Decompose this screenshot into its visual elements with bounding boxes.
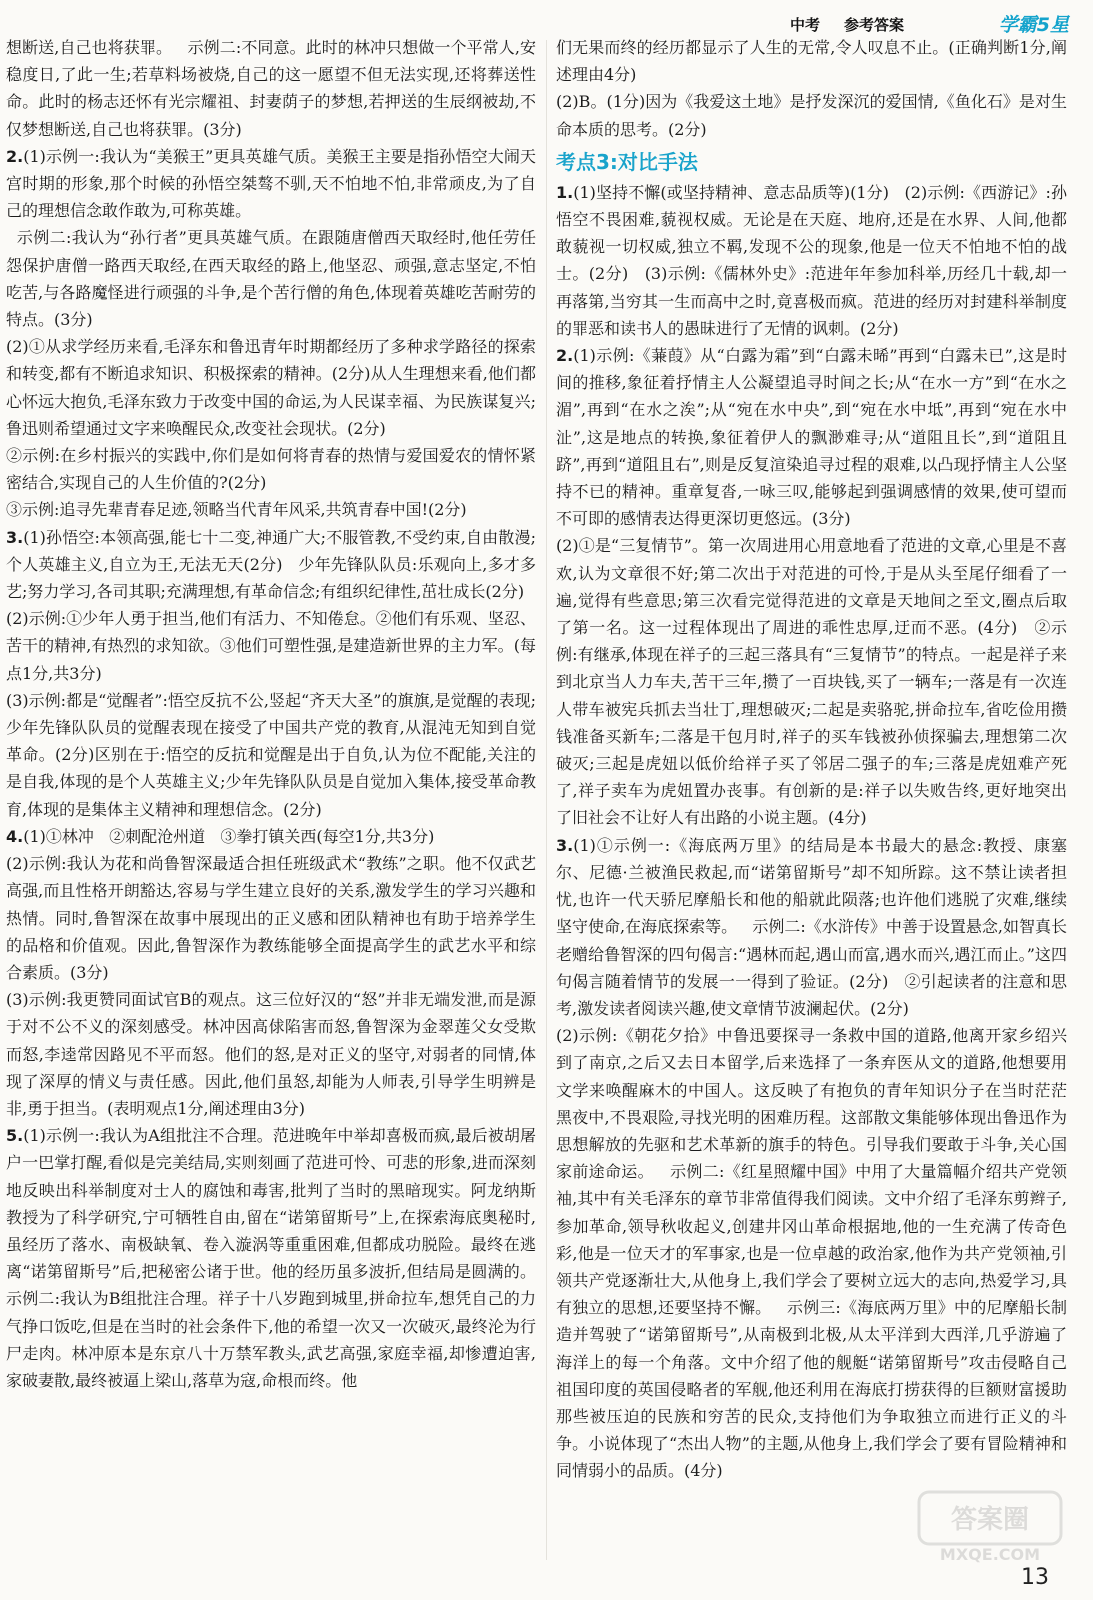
answer-text: (2)①从求学经历来看,毛泽东和鲁迅青年时期都经历了多种求学路径的探索和转变,都有不断追求知识、积极探索的精神。(2分)从人生理想来看,他们都心怀远大抱负,毛泽东致力于改变中国的命运,为人民谋幸福、为民族谋复兴;鲁迅则希望通过文字来唤醒民众,改变社会现状。(2分): [6, 337, 536, 438]
answer-paragraph: [6, 143, 536, 225]
answer-text: (1)示例一:我认为“美猴王”更具英雄气质。美猴王主要是指孙悟空大闹天宫时期的形象,那个时候的孙悟空桀骜不驯,天不怕地不怕,非常顽皮,为了自己的理想信念敢作敢为,可称英雄。: [6, 146, 536, 221]
answer-paragraph: [6, 986, 536, 1122]
answer-paragraph: [556, 88, 1067, 142]
answer-paragraph: [6, 496, 536, 523]
question-number: 2.: [6, 146, 24, 166]
answer-text: (1)示例:《蒹葭》从“白露为霜”到“白露未晞”再到“白露未已”,这是时间的推移,象征着抒情主人公凝望追寻时间之长;从“在水一方”到“在水之湄”,再到“在水之涘”;从“宛在水中央”,到“宛在水中坻”,再到“宛在水中沚”,这是地点的转换,象征着伊人的飘渺难寻;从“道阻且长”,到“道阻且跻”,再到“道阻且右”,则是反复渲染追寻过程的艰难,以凸现抒情主人公坚持不已的精神。重章复沓,一咏三叹,能够起到强调感情的效果,使可望而不可即的感情表达得更深切更悠远。(3分): [556, 346, 1067, 529]
section-label: 参考答案: [844, 16, 905, 34]
answer-text: (1)示例一:我认为A组批注不合理。范进晚年中举却喜极而疯,最后被胡屠户一巴掌打醒,看似是完美结局,实则刻画了范进可怜、可悲的形象,进而深刻地反映出科举制度对士人的腐蚀和毒害,批判了当时的黑暗现实。阿龙纳斯教授为了科学研究,宁可牺牲自由,留在“诺第留斯号”上,在探索海底奥秘时,虽经历了落水、南极缺氧、卷入漩涡等重重困难,但都成功脱险。最终在逃离“诺第留斯号”后,把秘密公诸于世。他的经历虽多波折,但结局是圆满的。 示例二:我认为B组批注合理。祥子十八岁跑到城里,拼命拉车,想凭自己的力气挣口饭吃,但是在当时的社会条件下,他的希望一次又一次破灭,最终沦为行尸走肉。林冲原本是东京八十万禁军教头,武艺高强,家庭幸福,却惨遭迫害,家破妻散,最终被逼上梁山,落草为寇,命根而终。他: [6, 1126, 552, 1390]
svg-text:MXQE.COM: MXQE.COM: [939, 1545, 1041, 1564]
answer-text: (3)示例:我更赞同面试官B的观点。这三位好汉的“怒”并非无端发泄,而是源于对不公不义的深刻感受。林冲因高俅陷害而怒,鲁智深为金翠莲父女受欺而怒,李逵常因路见不平而怒。他们的怒,是对正义的坚守,对弱者的同情,体现了深厚的情义与责任感。因此,他们虽怒,却能为人师表,引导学生明辨是非,勇于担当。(表明观点1分,阐述理由3分): [6, 990, 536, 1118]
exam-label: 中考: [790, 16, 821, 34]
answer-paragraph: [6, 224, 536, 333]
answer-text: (2)①是“三复情节”。第一次周进用心用意地看了范进的文章,心里是不喜欢,认为文章很不好;第二次出于对范进的可怜,于是从头至尾仔细看了一遍,觉得有些意思;第三次看完觉得范进的文章是天地间之至文,圈点后取了第一名。这一过程体现出了周进的乖性忠厚,迂而不恶。(4分) ②示例:有继承,体现在祥子的三起三落具有“三复情节”的特点。一起是祥子来到北京当人力车夫,苦干三年,攒了一百块钱,买了一辆车;一落是有一次连人带车被宪兵抓去当壮丁,理想破灭;二起是卖骆驼,拼命拉车,省吃俭用攒钱准备买新车;二落是干包月时,祥子的买车钱被孙侦探骗去,理想第二次破灭;三起是虎妞以低价给祥子买了邻居二强子的车;三落是虎妞难产死了,祥子卖车为虎妞置办丧事。有创新的是:祥子以失败告终,更好地突出了旧社会不让好人有出路的小说主题。(4分): [556, 536, 1067, 828]
answer-text: (2)示例:我认为花和尚鲁智深最适合担任班级武术“教练”之职。他不仅武艺高强,而且性格开朗豁达,容易与学生建立良好的关系,激发学生的学习兴趣和热情。同时,鲁智深在故事中展现出的正义感和团队精神也有助于培养学生的品格和价值观。因此,鲁智深作为教练能够全面提高学生的武艺水平和综合素质。(3分): [6, 854, 536, 982]
question-number: 1.: [556, 182, 574, 202]
answer-paragraph: [556, 832, 1067, 1022]
answer-text: (1)坚持不懈(或坚持精神、意志品质等)(1分) (2)示例:《西游记》:孙悟空不畏困难,藐视权威。无论是在天庭、地府,还是在水界、人间,他都敢藐视一切权威,独立不羁,发现不公的现象,他是一位天不怕地不怕的战士。(2分) (3)示例:《儒林外史》:范进年年参加科举,历经几十载,却一再落第,当穷其一生而高中之时,竟喜极而疯。范进的经历对封建科举制度的罪恶和读书人的愚昧进行了无情的讽刺。(2分): [556, 182, 1067, 338]
watermark-stamp: [915, 1486, 1065, 1566]
answer-paragraph: [556, 532, 1067, 831]
answer-text: (2)示例:①少年人勇于担当,他们有活力、不知倦怠。②他们有乐观、坚忍、苦干的精神,有热烈的求知欲。③他们可塑性强,是建造新世界的主力军。(每点1分,共3分): [6, 609, 536, 683]
left-column: [6, 34, 552, 1570]
column-divider: [546, 40, 547, 1560]
answer-paragraph: [6, 524, 536, 606]
question-number: 3.: [6, 527, 24, 547]
answer-paragraph: [6, 1122, 552, 1394]
answer-paragraph: [6, 687, 536, 823]
question-number: 5.: [6, 1126, 24, 1146]
question-number: 2.: [556, 346, 574, 366]
answer-paragraph: [556, 342, 1067, 532]
answer-text: (1)孙悟空:本领高强,能七十二变,神通广大;不服管教,不受约束,自由散漫;个人英雄主义,自立为王,无法无天(2分) 少年先锋队队员:乐观向上,多才多艺;努力学习,各司其职;充满理想,有革命信念;有组织纪律性,茁壮成长(2分): [6, 527, 536, 602]
answer-paragraph: [6, 333, 536, 442]
brand-logo: 学霸5星: [998, 14, 1069, 36]
answer-text: ②示例:在乡村振兴的实践中,你们是如何将青春的热情与爱国爱农的情怀紧密结合,实现自己的人生价值的?(2分): [6, 446, 536, 493]
answer-text: 想断送,自己也将获罪。 示例二:不同意。此时的林冲只想做一个平常人,安稳度日,了此一生;若草料场被烧,自己的这一愿望不但无法实现,还将葬送性命。此时的杨志还怀有光宗耀祖、封妻荫子的梦想,若押送的生辰纲被劫,不仅梦想断送,自己也将获罪。(3分): [6, 38, 536, 139]
answer-text: (1)①林冲 ②刺配沧州道 ③拳打镇关西(每空1分,共3分): [23, 826, 435, 846]
answer-paragraph: [6, 442, 536, 496]
answer-paragraph: [556, 1022, 1067, 1484]
question-number: 3.: [556, 835, 574, 855]
svg-text:答案圈: 答案圈: [950, 1505, 1030, 1535]
answer-text: (3)示例:都是“觉醒者”:悟空反抗不公,竖起“齐天大圣”的旗旗,是觉醒的表现;少年先锋队队员的觉醒表现在接受了中国共产党的教育,从混沌无知到自觉革命。(2分)区别在于:悟空的反抗和觉醒是出于自负,认为位不配能,关注的是自我,体现的是个人英雄主义;少年先锋队队员是自觉加入集体,接受革命教育,体现的是集体主义精神和理想信念。(2分): [6, 690, 536, 819]
answer-text: (2)B。(1分)因为《我爱这土地》是抒发深沉的爱国情,《鱼化石》是对生命本质的思考。(2分): [556, 92, 1067, 139]
section-title: 考点3:对比手法: [556, 149, 698, 174]
question-number: 4.: [6, 826, 24, 846]
answer-paragraph: [6, 823, 536, 850]
answer-paragraph: [6, 850, 536, 986]
answer-text: ③示例:追寻先辈青春足迹,领略当代青年风采,共筑青春中国!(2分): [6, 500, 467, 520]
answer-paragraph: [6, 605, 536, 687]
answer-paragraph: [6, 34, 536, 143]
right-column: [556, 34, 1067, 1570]
answer-text: 们无果而终的经历都显示了人生的无常,令人叹息不止。(正确判断1分,阐述理由4分): [556, 38, 1067, 85]
answer-paragraph: [556, 179, 1067, 342]
answer-paragraph: [556, 34, 1067, 88]
answer-text: (1)①示例一:《海底两万里》的结局是本书最大的悬念:教授、康塞尔、尼德·兰被渔民救起,而“诺第留斯号”却不知所踪。这不禁让读者担忧,也许一代天骄尼摩船长和他的船就此陨落;也许他们逃脱了灾难,继续坚守使命,在海底探索等。 示例二:《水浒传》中善于设置悬念,如智真长老赠给鲁智深的四句偈言:“遇林而起,遇山而富,遇水而兴,遇江而止。”这四句偈言随着情节的发展一一得到了验证。(2分) ②引起读者的注意和思考,激发读者阅读兴趣,使文章情节波澜起伏。(2分): [556, 835, 1067, 1018]
answer-text: (2)示例:《朝花夕拾》中鲁迅要探寻一条救中国的道路,他离开家乡绍兴到了南京,之后又去日本留学,后来选择了一条弃医从文的道路,他想要用文学来唤醒麻木的中国人。这反映了有抱负的青年知识分子在当时茫茫黑夜中,不畏艰险,寻找光明的困难历程。这部散文集能够体现出鲁迅作为思想解放的先驱和艺术革新的旗手的特色。引导我们要敢于斗争,关心国家前途命运。 示例二:《红星照耀中国》中用了大量篇幅介绍共产党领袖,其中有关毛泽东的章节非常值得我们阅读。文中介绍了毛泽东剪辫子,参加革命,领导秋收起义,创建井冈山革命根据地,他的一生充满了传奇色彩,他是一位天才的军事家,也是一位卓越的政治家,他作为共产党领袖,引领共产党逐渐壮大,从他身上,我们学会了要树立远大的志向,热爱学习,具有独立的思想,还要坚持不懈。 示例三:《海底两万里》中的尼摩船长制造并驾驶了“诺第留斯号”,从南极到北极,从太平洋到大西洋,几乎游遍了海洋上的每一个角落。文中介绍了他的舰艇“诺第留斯号”攻击侵略自己祖国印度的英国侵略者的军舰,他还利用在海底打捞获得的巨额财富援助那些被压迫的民族和穷苦的民众,支持他们为争取独立而进行正义的斗争。小说体现了“杰出人物”的主题,从他身上,我们学会了要有冒险精神和同情弱小的品质。(4分): [556, 1026, 1067, 1481]
answer-text: 示例二:我认为“孙行者”更具英雄气质。在跟随唐僧西天取经时,他任劳任怨保护唐僧一路西天取经,在西天取经的路上,他坚忍、顽强,意志坚定,不怕吃苦,与各路魔怪进行顽强的斗争,是个苦行僧的角色,体现着英雄吃苦耐劳的特点。(3分): [6, 228, 537, 330]
page-number: 13: [1021, 1565, 1049, 1590]
